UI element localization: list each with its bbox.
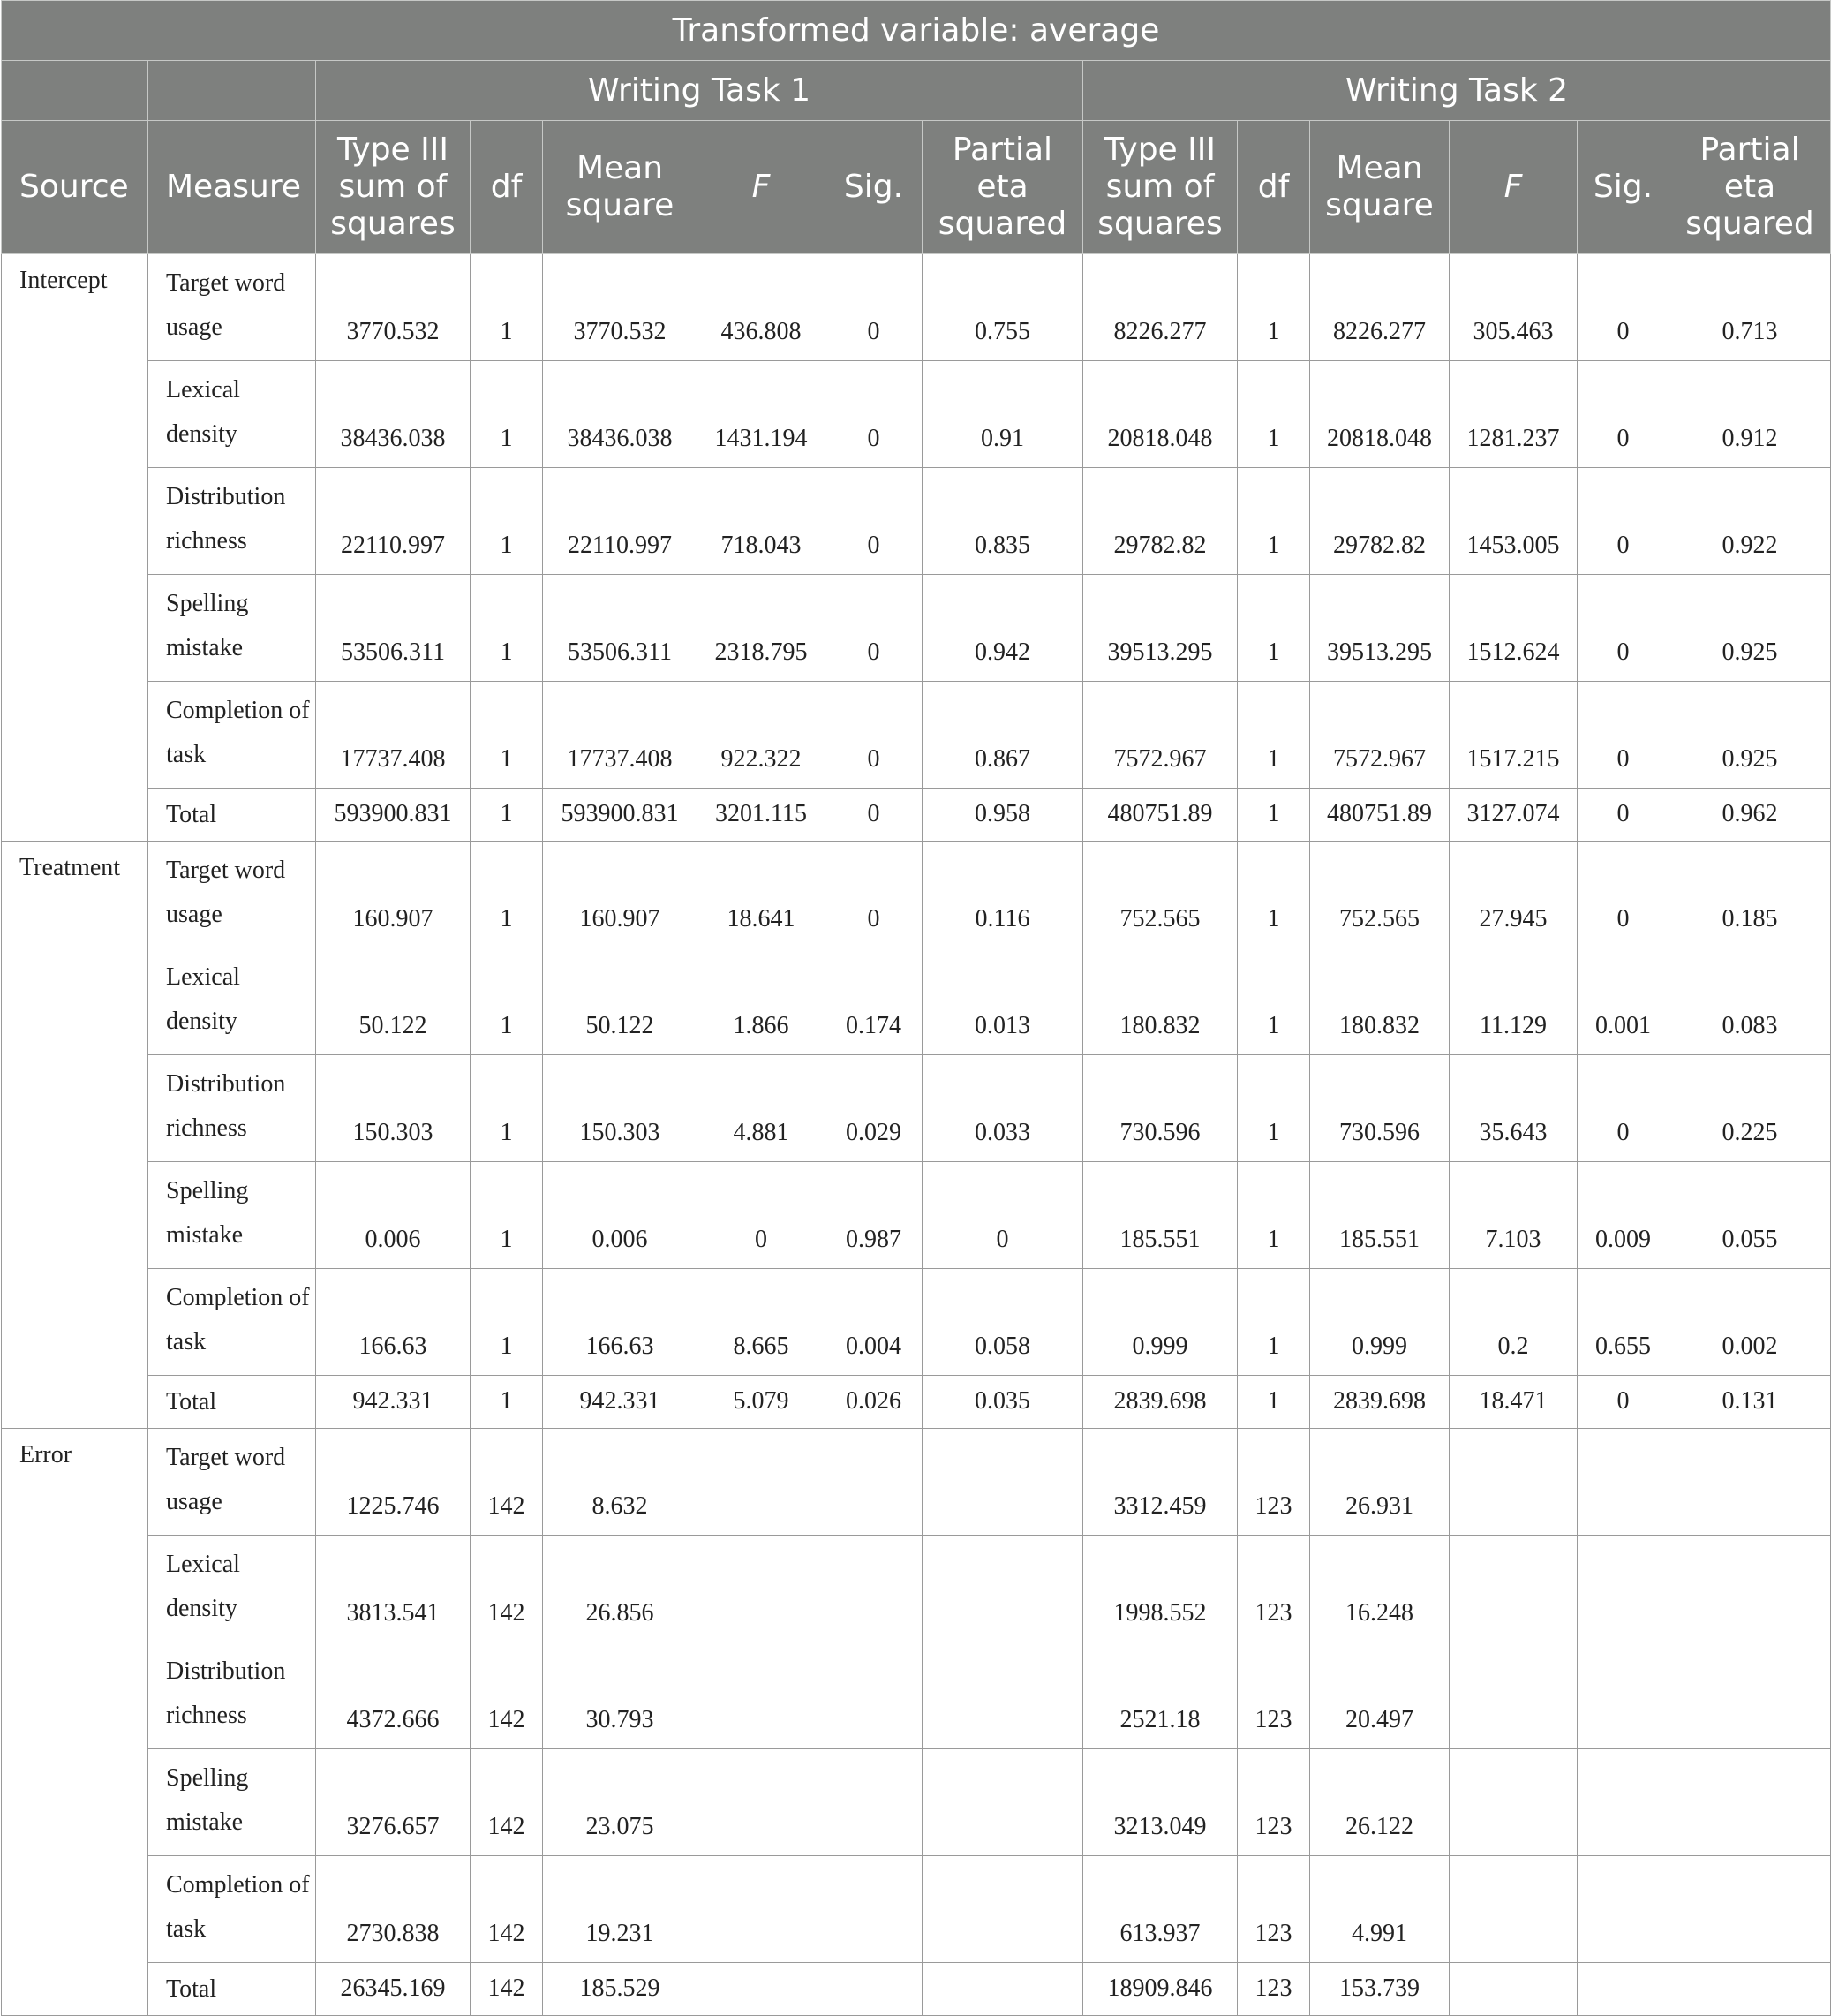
t2-sig-cell: 0 [1578,842,1669,948]
t1-eta-cell: 0.91 [923,361,1083,468]
t1-ms-cell: 30.793 [543,1642,697,1749]
t1-df-cell: 142 [471,1642,543,1749]
t1-df-cell: 1 [471,1162,543,1269]
t1-eta-cell [923,1536,1083,1642]
table-row [2,468,1831,575]
t1-f-cell [697,1856,825,1963]
t1-sig-cell: 0 [825,789,923,842]
t1-ms-cell: 160.907 [543,842,697,948]
task2-header: Writing Task 2 [1083,61,1831,121]
t1-eta-cell: 0.013 [923,948,1083,1055]
t2-f-cell [1450,1749,1578,1856]
t1-ms-cell: 150.303 [543,1055,697,1162]
t2-f-cell: 1512.624 [1450,575,1578,682]
t2-ss-cell: 39513.295 [1083,575,1238,682]
t1-f-cell: 18.641 [697,842,825,948]
measure-cell: Target word usage [148,842,316,948]
t1-sig-cell: 0.004 [825,1269,923,1376]
t1-ms-cell: 185.529 [543,1963,697,2016]
t2-ms-cell: 7572.967 [1310,682,1450,789]
t2-df-cell: 123 [1238,1429,1310,1536]
t1-df-cell: 1 [471,948,543,1055]
t1-sig-cell [825,1749,923,1856]
col-f-t1 [697,121,825,254]
t1-eta-cell: 0 [923,1162,1083,1269]
t1-ms-cell: 50.122 [543,948,697,1055]
t2-ss-cell: 180.832 [1083,948,1238,1055]
source-cell: Intercept [2,254,148,842]
blank-header-measure [148,61,316,121]
t2-ms-cell: 39513.295 [1310,575,1450,682]
table-row [2,1536,1831,1642]
t2-sig-cell: 0 [1578,1376,1669,1429]
col-sig-t1: Sig. [825,121,923,254]
t1-df-cell: 142 [471,1536,543,1642]
t1-sig-cell: 0 [825,468,923,575]
t2-df-cell: 1 [1238,1376,1310,1429]
col-ss-t2: Type III sum of squares [1083,121,1238,254]
t2-ms-cell: 180.832 [1310,948,1450,1055]
t2-eta-cell [1669,1856,1831,1963]
t2-ms-cell: 26.122 [1310,1749,1450,1856]
t1-ss-cell: 3770.532 [316,254,471,361]
t2-df-cell: 1 [1238,468,1310,575]
t1-eta-cell: 0.033 [923,1055,1083,1162]
t1-df-cell: 1 [471,682,543,789]
t2-sig-cell: 0 [1578,254,1669,361]
t1-f-cell [697,1536,825,1642]
t2-ms-cell: 2839.698 [1310,1376,1450,1429]
t2-f-cell: 305.463 [1450,254,1578,361]
t1-eta-cell [923,1642,1083,1749]
col-f-label: F [1503,169,1523,205]
t1-ss-cell: 3813.541 [316,1536,471,1642]
t2-sig-cell [1578,1963,1669,2016]
t2-f-cell: 0.2 [1450,1269,1578,1376]
t1-df-cell: 142 [471,1963,543,2016]
t1-df-cell: 1 [471,575,543,682]
t2-sig-cell: 0.001 [1578,948,1669,1055]
t1-ms-cell: 166.63 [543,1269,697,1376]
t2-df-cell: 1 [1238,1055,1310,1162]
t1-f-cell: 2318.795 [697,575,825,682]
t2-eta-cell: 0.962 [1669,789,1831,842]
t2-ms-cell: 480751.89 [1310,789,1450,842]
measure-cell: Distribution richness [148,1055,316,1162]
t1-ss-cell: 942.331 [316,1376,471,1429]
table-row [2,575,1831,682]
t1-sig-cell: 0 [825,254,923,361]
t1-df-cell: 1 [471,789,543,842]
t1-ms-cell: 19.231 [543,1856,697,1963]
t1-ms-cell: 0.006 [543,1162,697,1269]
t1-sig-cell: 0 [825,575,923,682]
col-df-t1: df [471,121,543,254]
measure-cell: Target word usage [148,1429,316,1536]
t2-sig-cell [1578,1749,1669,1856]
t1-df-cell: 1 [471,842,543,948]
measure-cell: Total [148,1963,316,2016]
t2-ss-cell: 185.551 [1083,1162,1238,1269]
t2-f-cell [1450,1536,1578,1642]
t2-sig-cell: 0 [1578,1055,1669,1162]
measure-cell: Completion of task [148,1856,316,1963]
t1-f-cell: 8.665 [697,1269,825,1376]
t2-df-cell: 1 [1238,842,1310,948]
t2-df-cell: 1 [1238,789,1310,842]
t1-f-cell: 0 [697,1162,825,1269]
t1-eta-cell [923,1749,1083,1856]
t1-df-cell: 142 [471,1749,543,1856]
t1-eta-cell: 0.867 [923,682,1083,789]
t1-df-cell: 1 [471,254,543,361]
table-row [2,1749,1831,1856]
t1-ms-cell: 3770.532 [543,254,697,361]
t1-f-cell [697,1429,825,1536]
t2-f-cell: 27.945 [1450,842,1578,948]
t1-f-cell: 1.866 [697,948,825,1055]
table-row [2,361,1831,468]
t2-ss-cell: 20818.048 [1083,361,1238,468]
col-ss-t1: Type III sum of squares [316,121,471,254]
t2-ss-cell: 3213.049 [1083,1749,1238,1856]
t1-df-cell: 1 [471,468,543,575]
measure-cell: Total [148,789,316,842]
t1-ms-cell: 17737.408 [543,682,697,789]
table-row [2,1642,1831,1749]
t1-sig-cell: 0.029 [825,1055,923,1162]
t2-eta-cell [1669,1749,1831,1856]
t2-sig-cell: 0.655 [1578,1269,1669,1376]
t2-sig-cell: 0 [1578,361,1669,468]
t2-ss-cell: 613.937 [1083,1856,1238,1963]
table-row [2,842,1831,948]
t2-f-cell [1450,1963,1578,2016]
t1-f-cell: 1431.194 [697,361,825,468]
t2-eta-cell: 0.925 [1669,575,1831,682]
t2-ms-cell: 20818.048 [1310,361,1450,468]
col-ms-t1: Mean square [543,121,697,254]
t2-sig-cell: 0 [1578,789,1669,842]
t1-ms-cell: 22110.997 [543,468,697,575]
t2-df-cell: 123 [1238,1642,1310,1749]
t1-df-cell: 1 [471,361,543,468]
col-eta-t1: Partial eta squared [923,121,1083,254]
t1-ms-cell: 38436.038 [543,361,697,468]
t2-ss-cell: 0.999 [1083,1269,1238,1376]
t2-eta-cell: 0.131 [1669,1376,1831,1429]
t1-eta-cell: 0.958 [923,789,1083,842]
anova-table [1,0,1831,2016]
t2-ms-cell: 16.248 [1310,1536,1450,1642]
t2-f-cell: 7.103 [1450,1162,1578,1269]
t1-df-cell: 142 [471,1856,543,1963]
t2-ss-cell: 1998.552 [1083,1536,1238,1642]
t2-df-cell: 1 [1238,575,1310,682]
t1-ss-cell: 1225.746 [316,1429,471,1536]
col-sig-t2: Sig. [1578,121,1669,254]
t2-df-cell: 123 [1238,1749,1310,1856]
t1-ms-cell: 593900.831 [543,789,697,842]
t1-ss-cell: 4372.666 [316,1642,471,1749]
t1-ss-cell: 50.122 [316,948,471,1055]
t1-ms-cell: 23.075 [543,1749,697,1856]
t1-eta-cell: 0.035 [923,1376,1083,1429]
measure-cell: Spelling mistake [148,1749,316,1856]
t1-sig-cell [825,1856,923,1963]
t1-eta-cell: 0.835 [923,468,1083,575]
t1-ms-cell: 942.331 [543,1376,697,1429]
t2-df-cell: 1 [1238,948,1310,1055]
table-row [2,1429,1831,1536]
col-f-t2 [1450,121,1578,254]
measure-cell: Spelling mistake [148,575,316,682]
t2-ss-cell: 18909.846 [1083,1963,1238,2016]
t2-ss-cell: 3312.459 [1083,1429,1238,1536]
t1-eta-cell [923,1429,1083,1536]
t1-eta-cell [923,1856,1083,1963]
table-row [2,1162,1831,1269]
t1-f-cell [697,1642,825,1749]
t2-f-cell: 1281.237 [1450,361,1578,468]
t1-df-cell: 142 [471,1429,543,1536]
t1-df-cell: 1 [471,1055,543,1162]
measure-cell: Lexical density [148,1536,316,1642]
col-ms-t2: Mean square [1310,121,1450,254]
t1-ss-cell: 38436.038 [316,361,471,468]
measure-cell: Distribution richness [148,1642,316,1749]
measure-cell: Distribution richness [148,468,316,575]
t2-eta-cell: 0.922 [1669,468,1831,575]
t2-sig-cell: 0 [1578,575,1669,682]
t2-f-cell: 3127.074 [1450,789,1578,842]
t2-df-cell: 1 [1238,1269,1310,1376]
t2-f-cell [1450,1429,1578,1536]
t2-ms-cell: 20.497 [1310,1642,1450,1749]
t1-f-cell [697,1749,825,1856]
t1-ss-cell: 0.006 [316,1162,471,1269]
blank-header-source [2,61,148,121]
t1-sig-cell: 0 [825,842,923,948]
t2-ms-cell: 26.931 [1310,1429,1450,1536]
t1-ms-cell: 53506.311 [543,575,697,682]
t2-f-cell: 1453.005 [1450,468,1578,575]
t2-ms-cell: 4.991 [1310,1856,1450,1963]
t2-ms-cell: 752.565 [1310,842,1450,948]
t1-ss-cell: 53506.311 [316,575,471,682]
t2-ss-cell: 730.596 [1083,1055,1238,1162]
t1-ss-cell: 3276.657 [316,1749,471,1856]
table-row [2,1269,1831,1376]
col-measure: Measure [148,121,316,254]
t2-df-cell: 123 [1238,1536,1310,1642]
t2-ss-cell: 2839.698 [1083,1376,1238,1429]
table-row [2,254,1831,361]
t1-sig-cell [825,1429,923,1536]
t2-sig-cell: 0 [1578,468,1669,575]
t1-ss-cell: 160.907 [316,842,471,948]
table-row [2,1376,1831,1429]
t2-df-cell: 123 [1238,1963,1310,2016]
t2-ss-cell: 480751.89 [1083,789,1238,842]
t2-df-cell: 1 [1238,682,1310,789]
t2-sig-cell [1578,1642,1669,1749]
t2-eta-cell: 0.925 [1669,682,1831,789]
t2-eta-cell: 0.713 [1669,254,1831,361]
t2-f-cell: 1517.215 [1450,682,1578,789]
t2-ms-cell: 0.999 [1310,1269,1450,1376]
t2-f-cell: 18.471 [1450,1376,1578,1429]
table-row [2,789,1831,842]
t1-sig-cell [825,1536,923,1642]
col-source: Source [2,121,148,254]
table-row [2,1856,1831,1963]
t1-ss-cell: 17737.408 [316,682,471,789]
t2-sig-cell [1578,1856,1669,1963]
t1-eta-cell: 0.058 [923,1269,1083,1376]
table-row [2,948,1831,1055]
t2-eta-cell [1669,1642,1831,1749]
t1-eta-cell: 0.755 [923,254,1083,361]
col-f-label: F [751,169,771,205]
t2-eta-cell: 0.055 [1669,1162,1831,1269]
t2-sig-cell [1578,1536,1669,1642]
t2-f-cell [1450,1642,1578,1749]
t1-f-cell: 4.881 [697,1055,825,1162]
t1-ss-cell: 593900.831 [316,789,471,842]
t1-ms-cell: 26.856 [543,1536,697,1642]
t2-ms-cell: 185.551 [1310,1162,1450,1269]
t2-eta-cell [1669,1963,1831,2016]
measure-cell: Spelling mistake [148,1162,316,1269]
t2-ms-cell: 29782.82 [1310,468,1450,575]
t2-ms-cell: 730.596 [1310,1055,1450,1162]
col-df-t2: df [1238,121,1310,254]
t1-ms-cell: 8.632 [543,1429,697,1536]
t2-ss-cell: 29782.82 [1083,468,1238,575]
t1-eta-cell: 0.942 [923,575,1083,682]
task1-header: Writing Task 1 [316,61,1083,121]
t2-f-cell [1450,1856,1578,1963]
t2-eta-cell: 0.185 [1669,842,1831,948]
table-row [2,682,1831,789]
measure-cell: Lexical density [148,948,316,1055]
t2-eta-cell: 0.083 [1669,948,1831,1055]
t1-sig-cell: 0.026 [825,1376,923,1429]
t1-ss-cell: 150.303 [316,1055,471,1162]
t1-f-cell: 718.043 [697,468,825,575]
t2-ss-cell: 752.565 [1083,842,1238,948]
measure-cell: Target word usage [148,254,316,361]
t2-eta-cell: 0.912 [1669,361,1831,468]
table-row [2,1055,1831,1162]
measure-cell: Lexical density [148,361,316,468]
t2-eta-cell [1669,1536,1831,1642]
measure-cell: Completion of task [148,1269,316,1376]
t2-eta-cell: 0.225 [1669,1055,1831,1162]
t2-ss-cell: 2521.18 [1083,1642,1238,1749]
col-eta-t2: Partial eta squared [1669,121,1831,254]
t2-sig-cell: 0 [1578,682,1669,789]
table-title: Transformed variable: average [2,1,1831,61]
t2-ss-cell: 7572.967 [1083,682,1238,789]
table-body [2,254,1831,2016]
t1-f-cell: 5.079 [697,1376,825,1429]
t1-df-cell: 1 [471,1376,543,1429]
t2-df-cell: 1 [1238,361,1310,468]
t1-sig-cell [825,1642,923,1749]
t2-ms-cell: 8226.277 [1310,254,1450,361]
source-cell: Error [2,1429,148,2016]
t1-ss-cell: 22110.997 [316,468,471,575]
t2-df-cell: 1 [1238,1162,1310,1269]
t1-sig-cell: 0.174 [825,948,923,1055]
t1-f-cell: 3201.115 [697,789,825,842]
t2-ms-cell: 153.739 [1310,1963,1450,2016]
t1-eta-cell: 0.116 [923,842,1083,948]
t1-df-cell: 1 [471,1269,543,1376]
t2-ss-cell: 8226.277 [1083,254,1238,361]
t1-sig-cell: 0 [825,682,923,789]
t2-df-cell: 1 [1238,254,1310,361]
t2-eta-cell: 0.002 [1669,1269,1831,1376]
t2-f-cell: 35.643 [1450,1055,1578,1162]
table-row [2,1963,1831,2016]
t1-sig-cell: 0.987 [825,1162,923,1269]
t1-ss-cell: 26345.169 [316,1963,471,2016]
t1-eta-cell [923,1963,1083,2016]
t1-ss-cell: 166.63 [316,1269,471,1376]
t2-f-cell: 11.129 [1450,948,1578,1055]
t1-ss-cell: 2730.838 [316,1856,471,1963]
t1-sig-cell [825,1963,923,2016]
measure-cell: Total [148,1376,316,1429]
t2-sig-cell: 0.009 [1578,1162,1669,1269]
t1-f-cell: 922.322 [697,682,825,789]
measure-cell: Completion of task [148,682,316,789]
t2-eta-cell [1669,1429,1831,1536]
source-cell: Treatment [2,842,148,1429]
t1-f-cell: 436.808 [697,254,825,361]
t2-sig-cell [1578,1429,1669,1536]
t2-df-cell: 123 [1238,1856,1310,1963]
t1-sig-cell: 0 [825,361,923,468]
t1-f-cell [697,1963,825,2016]
